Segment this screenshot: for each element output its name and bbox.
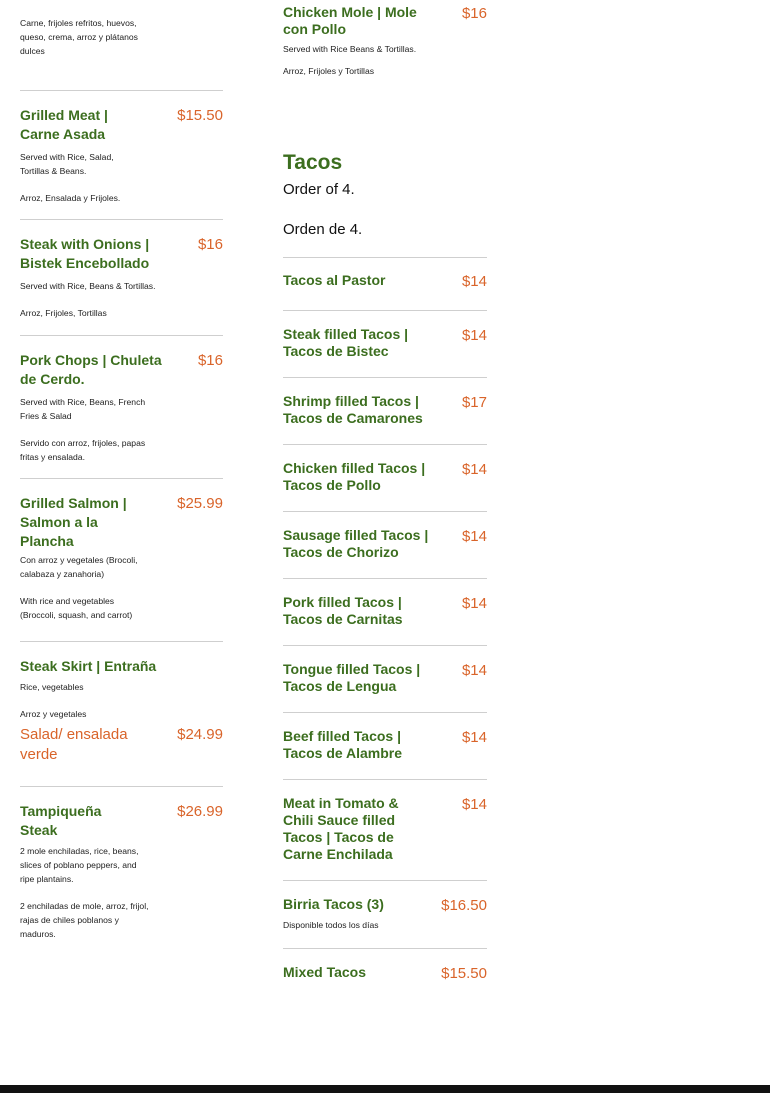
item-price: $15.50	[177, 107, 223, 124]
item-name: Chicken filled Tacos | Tacos de Pollo	[283, 460, 426, 493]
item-description: Carne, frijoles refritos, huevos, queso, crema, arroz y plátanos dulces	[20, 18, 138, 56]
item-description: Arroz, Frijoles, Tortillas	[20, 308, 107, 318]
item-name: Tacos al Pastor	[283, 272, 386, 288]
menu-item	[20, 479, 223, 642]
item-description: Served with Rice, Salad, Tortillas & Beans.	[20, 152, 114, 176]
item-name: Mixed Tacos	[283, 964, 366, 980]
item-price: $14	[461, 662, 487, 679]
item-description: Arroz, Ensalada y Frijoles.	[20, 193, 121, 203]
item-description: 2 mole enchiladas, rice, beans, slices of poblano peppers, and ripe plantains.	[20, 846, 139, 884]
item-description: Arroz y vegetales	[20, 709, 87, 719]
taco-item	[283, 713, 487, 780]
item-description: Served with Rice Beans & Tortillas.	[283, 44, 417, 54]
item-description: Rice, vegetables	[20, 682, 84, 692]
menu-item	[20, 16, 223, 91]
item-description: Con arroz y vegetales (Brocoli, calabaza y zanahoria)	[20, 555, 138, 579]
menu-item	[20, 336, 223, 479]
item-price: $25.99	[177, 495, 223, 512]
tacos-section-header	[283, 150, 487, 258]
item-name: Pork filled Tacos | Tacos de Carnitas	[283, 594, 403, 627]
item-name: Tampiqueña Steak	[20, 803, 102, 838]
item-price: $16	[197, 352, 223, 369]
footer-bar	[0, 1085, 770, 1093]
item-price: $14	[461, 273, 487, 290]
item-description: 2 enchiladas de mole, arroz, frijol, rajas de chiles poblanos y maduros.	[20, 901, 149, 939]
item-price: $14	[461, 796, 487, 813]
menu-item	[20, 642, 223, 787]
item-price: $14	[461, 595, 487, 612]
taco-item	[283, 512, 487, 579]
menu-item	[20, 787, 223, 957]
item-description: Disponible todos los días	[283, 920, 379, 930]
option-price: $24.99	[177, 726, 223, 743]
item-price: $16.50	[441, 897, 487, 914]
taco-item	[283, 881, 487, 949]
item-price: $14	[461, 327, 487, 344]
section-title: Tacos	[283, 151, 343, 174]
item-description: With rice and vegetables (Broccoli, squash, and carrot)	[20, 596, 133, 620]
item-name: Steak with Onions | Bistek Encebollado	[20, 236, 150, 271]
item-description: Arroz, Frijoles y Tortillas	[283, 66, 375, 76]
taco-item	[283, 949, 487, 999]
menu-item	[20, 220, 223, 336]
item-price: $14	[461, 461, 487, 478]
taco-item	[283, 378, 487, 445]
item-description: Served with Rice, Beans & Tortillas.	[20, 281, 156, 291]
item-price: $15.50	[441, 965, 487, 982]
taco-item	[283, 258, 487, 311]
taco-item	[283, 780, 487, 881]
item-name: Steak Skirt | Entraña	[20, 658, 157, 674]
item-name: Tongue filled Tacos | Tacos de Lengua	[283, 661, 421, 694]
item-name: Meat in Tomato & Chili Sauce filled Tacos | Tacos de Carne Enchilada	[283, 795, 399, 862]
item-name: Steak filled Tacos | Tacos de Bistec	[283, 326, 409, 359]
right-menu-column	[283, 0, 487, 999]
item-name: Beef filled Tacos | Tacos de Alambre	[283, 728, 403, 761]
item-name: Grilled Salmon | Salmon a la Plancha	[20, 495, 127, 549]
item-price: $26.99	[177, 803, 223, 820]
item-name: Chicken Mole | Mole con Pollo	[283, 4, 417, 37]
item-price: $14	[461, 729, 487, 746]
item-description: Servido con arroz, frijoles, papas fritas y ensalada.	[20, 438, 146, 462]
menu-item	[283, 0, 487, 150]
section-note: Orden de 4.	[283, 221, 363, 238]
left-menu-column	[20, 0, 223, 957]
option-row	[20, 725, 223, 765]
menu-item	[20, 91, 223, 220]
item-price: $17	[461, 394, 487, 411]
taco-item	[283, 311, 487, 378]
item-name: Grilled Meat | Carne Asada	[20, 107, 108, 142]
item-name: Sausage filled Tacos | Tacos de Chorizo	[283, 527, 429, 560]
item-price: $16	[197, 236, 223, 253]
section-note: Order of 4.	[283, 181, 355, 198]
taco-item	[283, 579, 487, 646]
item-price: $16	[461, 5, 487, 22]
item-name: Birria Tacos (3)	[283, 896, 384, 912]
item-name: Pork Chops | Chuleta de Cerdo.	[20, 352, 162, 387]
option-name: Salad/ ensalada verde	[20, 726, 128, 763]
item-price: $14	[461, 528, 487, 545]
taco-item	[283, 646, 487, 713]
taco-item	[283, 445, 487, 512]
item-description: Served with Rice, Beans, French Fries & Salad	[20, 397, 146, 421]
item-name: Shrimp filled Tacos | Tacos de Camarones	[283, 393, 423, 426]
